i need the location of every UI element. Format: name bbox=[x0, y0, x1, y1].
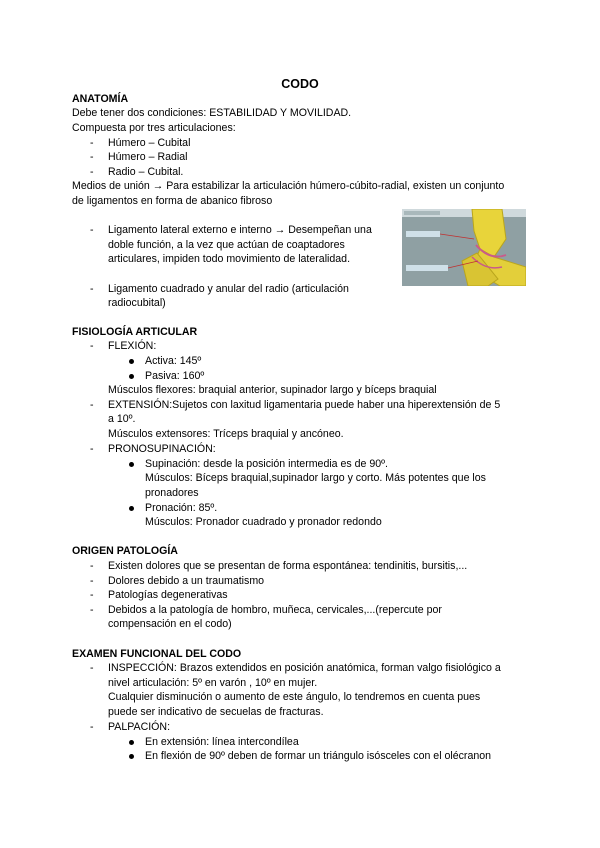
list-item: Húmero – Cubital bbox=[108, 137, 191, 149]
sub-list-item: En flexión de 90º deben de formar un triángulo isósceles con el olécranon bbox=[145, 750, 492, 762]
page-title: CODO bbox=[281, 77, 319, 91]
sub-list-item: Pronación: 85º. bbox=[145, 502, 218, 514]
bullet-dot bbox=[129, 374, 134, 379]
bullet-dot bbox=[129, 740, 134, 745]
list-item-cont: articulares, impiden todo movimiento de lateralidad. bbox=[108, 253, 351, 265]
elbow-illustration bbox=[402, 209, 526, 286]
dash-bullet: - bbox=[90, 224, 94, 236]
dash-bullet: - bbox=[90, 662, 94, 674]
dash-bullet: - bbox=[90, 137, 94, 149]
dash-bullet: - bbox=[90, 560, 94, 572]
sub-list-item-cont: Músculos: Pronador cuadrado y pronador redondo bbox=[145, 516, 382, 528]
list-item-cont: doble función, a la vez que actúan de coaptadores bbox=[108, 239, 345, 251]
dash-bullet: - bbox=[90, 604, 94, 616]
sub-list-item: Supinación: desde la posición intermedia es de 90º. bbox=[145, 458, 388, 470]
dash-bullet: - bbox=[90, 340, 94, 352]
sub-list-item-cont: pronadores bbox=[145, 487, 199, 499]
list-item-cont: puede ser indicativo de secuelas de fracturas. bbox=[108, 706, 324, 718]
section-heading-examen: EXAMEN FUNCIONAL DEL CODO bbox=[72, 648, 242, 660]
text-line: Compuesta por tres articulaciones: bbox=[72, 122, 236, 134]
text-line: de ligamentos en forma de abanico fibroso bbox=[72, 195, 273, 207]
list-item: Debidos a la patología de hombro, muñeca, cervicales,...(repercute por bbox=[108, 604, 442, 616]
dash-bullet: - bbox=[90, 399, 94, 411]
text-line: Músculos extensores: Tríceps braquial y ancóneo. bbox=[108, 428, 344, 440]
list-item: INSPECCIÓN: Brazos extendidos en posición anatómica, forman valgo fisiológico a bbox=[108, 662, 501, 674]
list-item: PALPACIÓN: bbox=[108, 721, 171, 733]
list-item-cont: a 10º. bbox=[108, 413, 136, 425]
text-line: Debe tener dos condiciones: ESTABILIDAD Y MOVILIDAD. bbox=[72, 107, 352, 119]
list-item: Dolores debido a un traumatismo bbox=[108, 575, 265, 587]
sub-list-item: Activa: 145º bbox=[145, 355, 202, 367]
dash-bullet: - bbox=[90, 443, 94, 455]
elbow-ligament-figure bbox=[402, 209, 526, 286]
list-item: Existen dolores que se presentan de forma espontánea: tendinitis, bursitis,... bbox=[108, 560, 468, 572]
sub-list-item: Pasiva: 160º bbox=[145, 370, 205, 382]
bullet-dot bbox=[129, 506, 134, 511]
list-item: Ligamento cuadrado y anular del radio (articulación bbox=[108, 283, 349, 295]
list-item-cont: radiocubital) bbox=[108, 297, 166, 309]
list-item: Radio – Cubital. bbox=[108, 166, 184, 178]
list-item: Patologías degenerativas bbox=[108, 589, 228, 601]
text-line: Músculos flexores: braquial anterior, supinador largo y bíceps braquial bbox=[108, 384, 437, 396]
list-item: EXTENSIÓN:Sujetos con laxitud ligamentaria puede haber una hiperextensión de 5 bbox=[108, 399, 501, 411]
dash-bullet: - bbox=[90, 151, 94, 163]
list-item: Húmero – Radial bbox=[108, 151, 188, 163]
bullet-dot bbox=[129, 462, 134, 467]
list-item-cont: Cualquier disminución o aumento de este ángulo, lo tendremos en cuenta pues bbox=[108, 691, 481, 703]
text-line: Medios de unión → Para estabilizar la articulación húmero-cúbito-radial, existen un conjunto bbox=[72, 180, 505, 192]
list-item-cont: compensación en el codo) bbox=[108, 618, 232, 630]
list-item: PRONOSUPINACIÓN: bbox=[108, 443, 216, 455]
section-heading-fisiologia: FISIOLOGÍA ARTICULAR bbox=[72, 326, 198, 338]
section-heading-anatomia: ANATOMÍA bbox=[72, 93, 129, 105]
dash-bullet: - bbox=[90, 721, 94, 733]
dash-bullet: - bbox=[90, 283, 94, 295]
sub-list-item-cont: Músculos: Bíceps braquial,supinador largo y corto. Más potentes que los bbox=[145, 472, 486, 484]
section-heading-origen: ORIGEN PATOLOGÍA bbox=[72, 545, 178, 557]
list-item: FLEXIÓN: bbox=[108, 340, 157, 352]
bullet-dot bbox=[129, 754, 134, 759]
bullet-dot bbox=[129, 359, 134, 364]
list-item: Ligamento lateral externo e interno → Desempeñan una bbox=[108, 224, 372, 236]
dash-bullet: - bbox=[90, 575, 94, 587]
sub-list-item: En extensión: línea intercondílea bbox=[145, 736, 299, 748]
list-item-cont: nivel articulación: 5º en varón , 10º en mujer. bbox=[108, 677, 318, 689]
dash-bullet: - bbox=[90, 166, 94, 178]
dash-bullet: - bbox=[90, 589, 94, 601]
